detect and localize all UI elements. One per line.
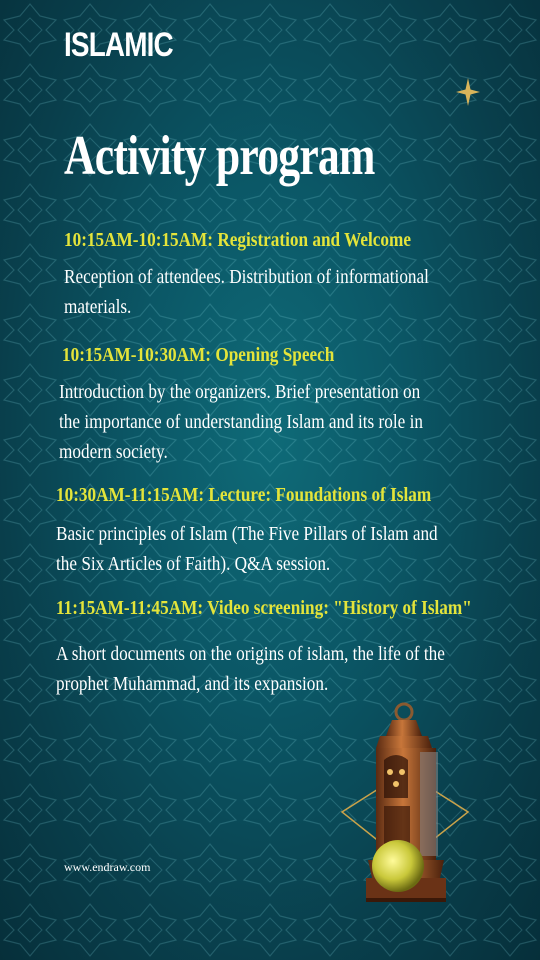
- schedule-item-description: A short documents on the origins of islam, the life of the prophet Muhammad, and its expansion.: [56, 643, 445, 695]
- schedule-item-time: 10:15AM-10:30AM: Opening Speech: [62, 344, 335, 366]
- four-point-star-icon: [456, 78, 480, 106]
- schedule-item-time: 10:30AM-11:15AM: Lecture: Foundations of Islam: [56, 484, 432, 506]
- schedule-item-time: 11:15AM-11:45AM: Video screening: "History of Islam": [56, 597, 472, 619]
- website-footer: www.endraw.com: [64, 860, 151, 874]
- schedule-item-description: Introduction by the organizers. Brief presentation on the importance of understanding Islam and its role in modern society.: [59, 381, 423, 463]
- schedule-item-description: Reception of attendees. Distribution of informational materials.: [64, 266, 429, 318]
- page-title: Activity program: [64, 125, 375, 187]
- schedule-item-description: Basic principles of Islam (The Five Pillars of Islam and the Six Articles of Faith). Q&A session.: [56, 523, 438, 575]
- brand-title: ISLAMIC: [64, 26, 173, 64]
- schedule-item-time: 10:15AM-10:15AM: Registration and Welcome: [64, 229, 411, 251]
- lantern-icon: [340, 702, 470, 912]
